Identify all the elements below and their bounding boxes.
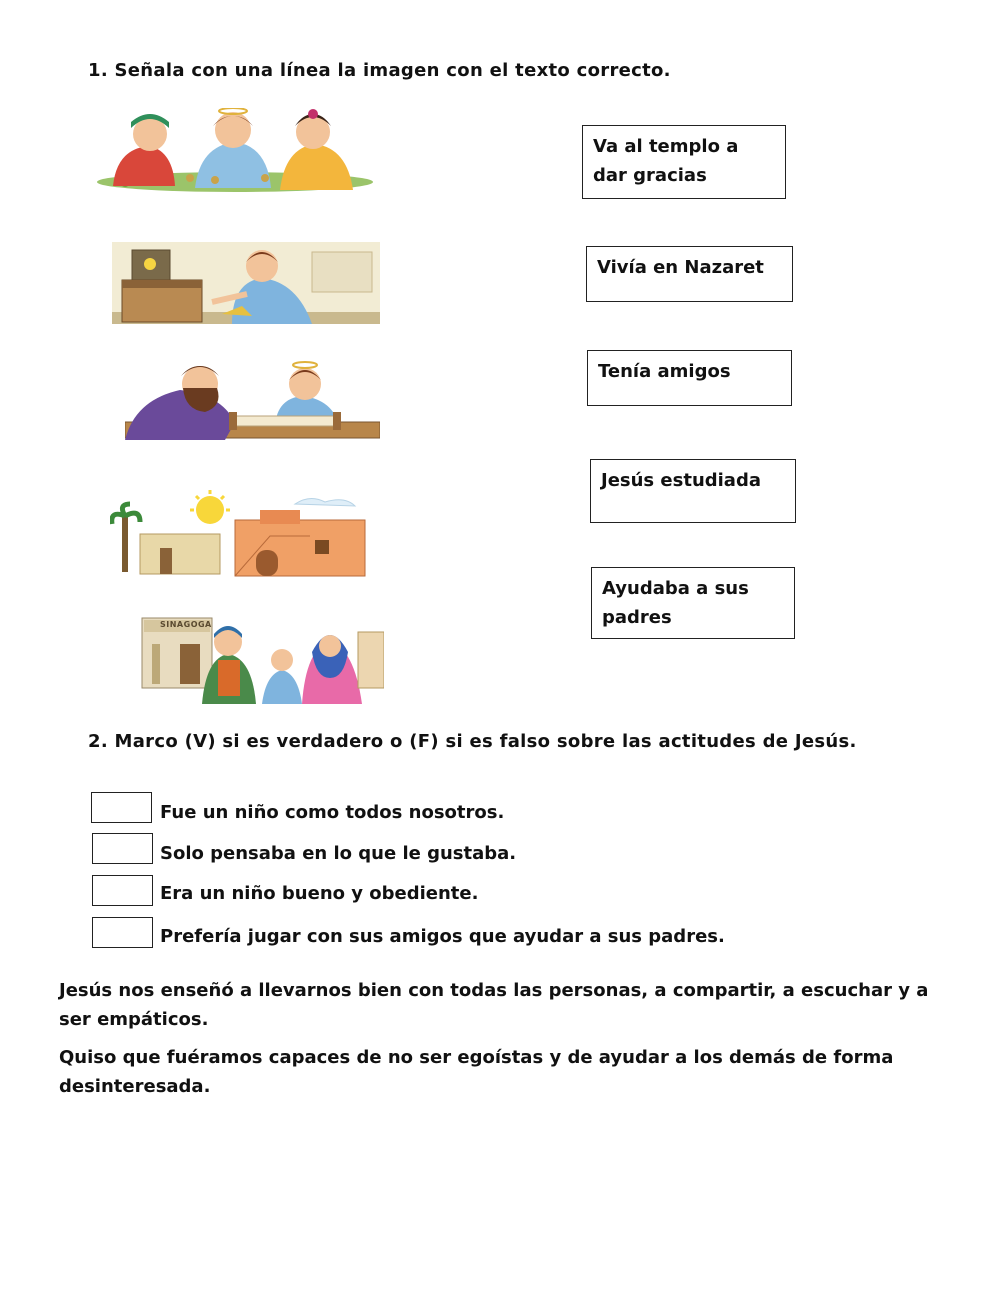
- match-box-friends[interactable]: [587, 350, 792, 406]
- exercise-1-title: 1. Señala con una línea la imagen con el texto correcto.: [88, 60, 671, 81]
- match-box-studied-text: Jesús estudiada: [601, 470, 761, 491]
- nazareth-village-picture: [110, 490, 378, 578]
- statement-3: Era un niño bueno y obediente.: [160, 883, 479, 904]
- answer-box-1[interactable]: [91, 792, 152, 823]
- closing-paragraph-1: Jesús nos enseñó a llevarnos bien con todas las personas, a compartir, a escuchar y a ser empáticos.: [59, 980, 929, 1030]
- statement-2: Solo pensaba en lo que le gustaba.: [160, 843, 517, 864]
- jesus-working-picture: [112, 242, 380, 324]
- closing-paragraph-2: Quiso que fuéramos capaces de no ser egoístas y de ayudar a los demás de forma desinteresada.: [59, 1047, 894, 1097]
- statement-1: Fue un niño como todos nosotros.: [160, 802, 505, 823]
- answer-box-2[interactable]: [92, 833, 153, 864]
- synagogue-family-picture: [122, 608, 384, 704]
- match-box-helped-parents[interactable]: [591, 567, 795, 639]
- synagogue-sign: SINAGOGA: [160, 620, 212, 629]
- match-box-studied[interactable]: [590, 459, 796, 523]
- children-playing-picture: [95, 108, 375, 193]
- match-box-temple-text: Va al templo a dar gracias: [593, 136, 739, 186]
- match-box-friends-text: Tenía amigos: [598, 361, 731, 382]
- match-box-nazareth-text: Vivía en Nazaret: [597, 257, 764, 278]
- match-box-nazareth[interactable]: [586, 246, 793, 302]
- exercise-2-title: 2. Marco (V) si es verdadero o (F) si es falso sobre las actitudes de Jesús.: [88, 731, 857, 752]
- match-box-temple[interactable]: [582, 125, 786, 199]
- statement-4: Prefería jugar con sus amigos que ayudar a sus padres.: [160, 926, 725, 947]
- match-box-helped-parents-text: Ayudaba a sus padres: [602, 578, 749, 628]
- answer-box-4[interactable]: [92, 917, 153, 948]
- answer-box-3[interactable]: [92, 875, 153, 906]
- jesus-studying-picture: [125, 360, 380, 448]
